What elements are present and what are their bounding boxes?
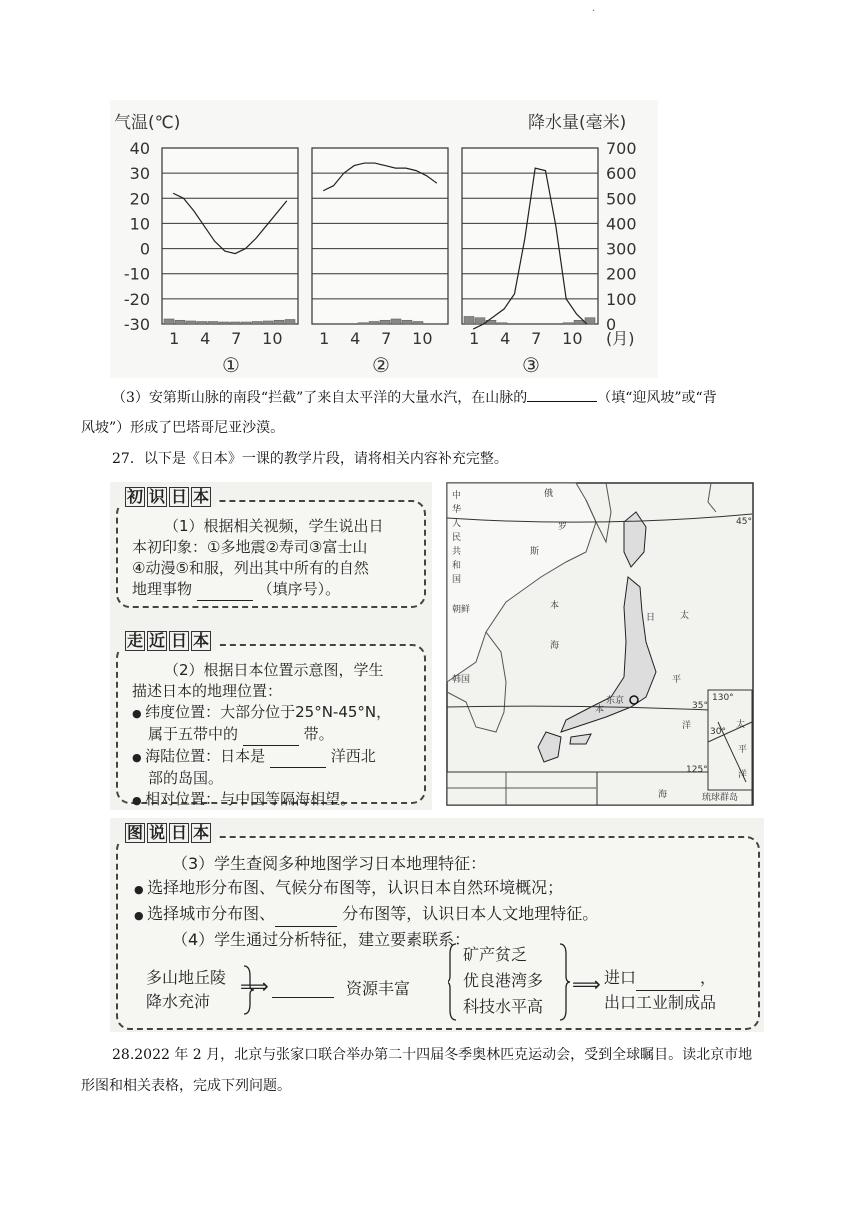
precipitation-bar: [574, 320, 584, 324]
map-label-tokyo: 东京: [606, 696, 625, 706]
precipitation-bar: [369, 321, 379, 324]
left-tick-label: -30: [123, 315, 150, 334]
section-2-blank-2[interactable]: [270, 746, 326, 768]
precipitation-bar: [380, 320, 390, 324]
left-tick-label: -20: [123, 289, 150, 309]
flow-group-4: 进口 ， 出口工业制成品: [604, 966, 716, 1015]
flow-item-technology: 科技水平高: [463, 997, 544, 1016]
panel-label: ③: [522, 353, 540, 377]
left-tick-label: 30: [129, 164, 150, 184]
month-tick-label: 4: [200, 329, 211, 348]
precipitation-bar: [391, 319, 401, 324]
month-tick-label: 7: [381, 329, 392, 348]
map-label-china-6: 国: [452, 575, 462, 585]
map-label-ri: 日: [646, 613, 656, 623]
panel-left: [110, 482, 432, 810]
map-label-luo: 罗: [558, 522, 568, 532]
map-label-china-2: 人: [452, 519, 462, 529]
section-2-box: [116, 644, 426, 808]
month-tick-label: 1: [169, 329, 180, 348]
month-tick-label: 4: [350, 329, 361, 348]
map-label-inset-ping: 平: [738, 745, 748, 755]
month-tick-label: 10: [562, 329, 583, 348]
left-tick-label: -10: [123, 264, 150, 284]
map-label-china-4: 共: [452, 547, 462, 557]
flow-arrow-2: ⟹: [572, 972, 601, 996]
precipitation-bar: [563, 323, 573, 324]
month-unit-label: (月): [606, 329, 635, 348]
flow-item-minerals: 矿产贫乏: [463, 945, 528, 964]
question-28-line-2: 形图和相关表格，完成下列问题。: [81, 1078, 291, 1094]
month-tick-label: 7: [231, 329, 242, 348]
panel-frame: [162, 148, 298, 324]
question-3-line-1: [112, 383, 812, 413]
header-dot: ·: [592, 6, 596, 17]
month-tick-label: 10: [412, 329, 433, 348]
panel-bottom: [110, 818, 764, 1032]
flow-item-harbors: 优良港湾多: [463, 971, 544, 990]
question-28-line-1: 28.2022 年 2 月，北京与张家口联合举办第二十四届冬季奥林匹克运动会，受到全球瞩目。读北京市地: [112, 1047, 753, 1063]
left-tick-label: 20: [129, 189, 150, 209]
precipitation-bar: [186, 321, 196, 324]
left-tick-label: 40: [129, 139, 150, 158]
right-tick-label: 0: [606, 315, 617, 334]
section-3-text: （3）学生查阅多种地图学习日本地理特征： ● 选择地形分布图、气候分布图等，认识日本自然环境概况； ● 选择城市分布图、 分布图等，认识日本人文地理特征。 （4）学生通过分析特征，建立要素联系：: [134, 852, 754, 952]
brace-2-left: [448, 942, 458, 1022]
brace-1: [242, 964, 256, 1016]
map-label-inset-tai: 太: [736, 720, 746, 730]
precipitation-bar: [164, 319, 174, 324]
section-3-blank-1[interactable]: [275, 902, 337, 927]
precipitation-bar: [413, 321, 423, 324]
question-27-title: 27．以下是《日本》一课的教学片段，请将相关内容补充完整。: [112, 451, 508, 467]
section-2-tag: 走 近 日 本: [120, 631, 216, 651]
q3-text-a: （3）安第斯山脉的南段“拦截”了来自太平洋的大量水汽，在山脉的: [112, 390, 528, 406]
map-label-si: 斯: [530, 547, 540, 557]
precipitation-bar: [274, 320, 284, 324]
panel-frame: [312, 148, 448, 324]
right-tick-label: 300: [606, 239, 637, 259]
map-label-china-5: 和: [452, 561, 462, 571]
map-label-korea-s: 韩国: [452, 675, 471, 685]
q3-text-b: （填“迎风坡”或“背: [597, 390, 717, 406]
left-axis-title: 气温(℃): [114, 113, 181, 133]
map-label-yang: 洋: [682, 721, 692, 731]
brace-2-right: [558, 942, 572, 1022]
map-label-korea-n: 朝鲜: [452, 605, 471, 615]
left-tick-label: 10: [129, 214, 150, 234]
right-tick-label: 400: [606, 214, 637, 234]
map-label-ben: 本: [550, 601, 560, 611]
map-label-lon130: 130°: [712, 693, 734, 703]
right-axis-title: 降水量(毫米): [528, 113, 627, 133]
precipitation-bar: [197, 321, 207, 324]
month-tick-label: 10: [262, 329, 283, 348]
map-label-china-3: 民: [452, 533, 462, 543]
section-3-tag: 图 说 日 本: [120, 823, 216, 843]
precipitation-bar: [252, 321, 262, 324]
precipitation-bar: [285, 319, 295, 324]
map-label-china-0: 中: [452, 491, 462, 501]
precipitation-bar: [464, 316, 474, 324]
flow-item-rainfall: 降水充沛: [146, 992, 211, 1011]
section-3-box: [116, 836, 760, 1030]
month-tick-label: 4: [500, 329, 511, 348]
flow-blank[interactable]: [272, 977, 334, 998]
map-label-russia: 俄: [544, 489, 554, 499]
precipitation-bar: [475, 318, 485, 324]
map-label-tai: 太: [680, 611, 690, 621]
map-label-china-1: 华: [452, 505, 462, 515]
japan-location-map: [446, 482, 754, 806]
panel-label: ①: [222, 353, 240, 377]
climate-charts: [110, 100, 658, 378]
panel-frame: [462, 148, 598, 324]
left-tick-label: 0: [139, 239, 150, 259]
map-label-lat30: 30°: [710, 727, 726, 737]
precipitation-bar: [241, 322, 251, 324]
right-tick-label: 100: [606, 289, 637, 309]
map-label-lat35: 35°: [692, 701, 708, 711]
precipitation-bar: [497, 323, 507, 324]
question-3-line-2: 风坡”）形成了巴塔哥尼亚沙漠。: [81, 420, 285, 436]
right-tick-label: 200: [606, 264, 637, 284]
flow-blank-import[interactable]: [636, 966, 700, 991]
flow-group-3: [463, 942, 543, 1020]
map-label-japan-ben: 本: [595, 705, 605, 715]
precipitation-bar: [208, 321, 218, 324]
precipitation-bar: [263, 321, 273, 324]
section-1-text: （1）根据相关视频，学生说出日 本初印象：①多地震②寿司③富士山 ④动漫⑤和服，列出其中所有的自然 地理事物 （填序号）。: [132, 516, 422, 601]
map-label-inset-hai: 海: [658, 790, 668, 800]
precipitation-bar: [402, 320, 412, 324]
map-label-ping: 平: [672, 675, 682, 685]
japan-map-svg: [446, 482, 754, 806]
month-tick-label: 1: [319, 329, 330, 348]
precipitation-bar: [358, 323, 368, 324]
precipitation-bar: [175, 320, 185, 324]
right-tick-label: 600: [606, 164, 637, 184]
flow-group-1: [146, 966, 226, 1014]
section-1-box: [116, 500, 426, 608]
map-label-hai: 海: [550, 641, 560, 651]
map-label-ryukyu: 琉球群岛: [702, 793, 739, 803]
right-tick-label: 700: [606, 139, 637, 158]
flow-item-resources: 资源丰富: [346, 979, 411, 998]
flow-arrow-1: ⟹: [240, 974, 269, 998]
section-2-text: （2）根据日本位置示意图，学生 描述日本的地理位置： ● 纬度位置：大部分位于25°N-45°N， 属于五带中的 带。 ● 海陆位置：日本是 洋西北 部的岛国。 ● 相对位置：与中国等隔海相望。: [132, 660, 422, 811]
map-label-lon125: 125°: [686, 765, 708, 775]
month-tick-label: 7: [531, 329, 542, 348]
section-1-blank[interactable]: [197, 579, 253, 601]
panel-label: ②: [372, 353, 390, 377]
section-1-tag: 初 识 日 本: [120, 487, 216, 507]
q3-blank[interactable]: [527, 387, 597, 402]
map-label-inset-yang: 洋: [738, 770, 748, 780]
climate-chart-svg: [110, 100, 658, 378]
flow-item-export: 出口工业制成品: [604, 993, 717, 1012]
precipitation-bar: [230, 322, 240, 324]
map-label-lat45: 45°: [736, 517, 752, 527]
right-tick-label: 500: [606, 189, 637, 209]
precipitation-bar: [219, 322, 229, 324]
section-2-blank-1[interactable]: [243, 724, 299, 746]
flow-item-mountains: 多山地丘陵: [146, 968, 227, 987]
month-tick-label: 1: [469, 329, 480, 348]
